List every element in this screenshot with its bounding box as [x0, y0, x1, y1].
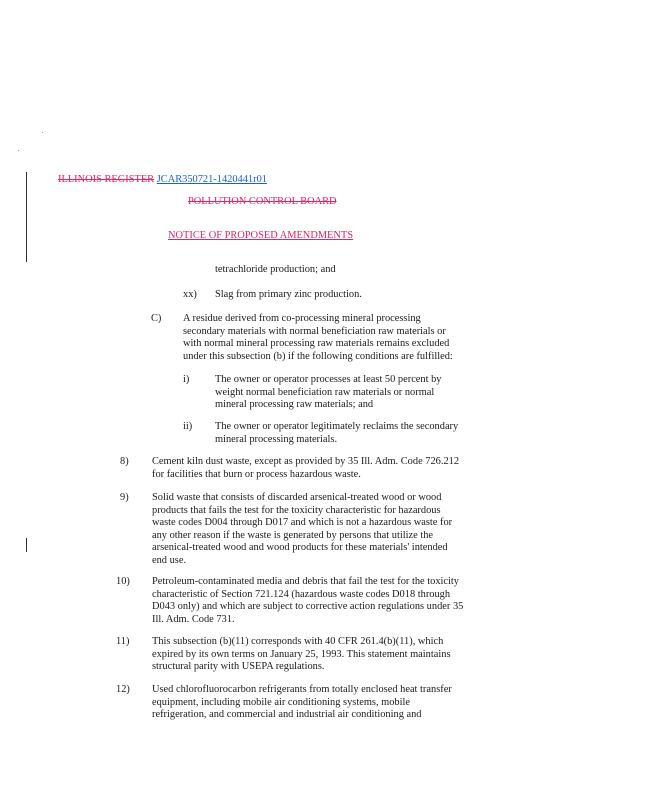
item-text-ii	[215, 421, 458, 446]
text-line: Solid waste that consists of discarded arsenical-treated wood or wood	[152, 492, 442, 503]
board-title: POLLUTION CONTROL BOARD	[188, 196, 337, 207]
item-label-12: 12)	[116, 684, 130, 695]
item-text-i	[215, 374, 441, 412]
item-text-12	[152, 684, 452, 722]
item-label-C: C)	[151, 313, 162, 324]
text-line: refrigeration, and commercial and industrial air conditioning and	[152, 709, 422, 721]
text-line: expired by its own terms on January 25, 1993. This statement maintains	[152, 648, 451, 660]
text-line: Petroleum-contaminated media and debris that fail the test for the toxicity	[152, 576, 460, 587]
text-line: with normal mineral processing raw materials remains excluded	[183, 338, 450, 350]
text-line: products that fails the test for the toxicity characteristic for hazardous	[152, 504, 441, 516]
scan-speck	[42, 132, 43, 133]
text-line: under this subsection (b) if the following conditions are fulfilled:	[183, 350, 453, 362]
text-line: waste codes D004 through D017 and which is not a hazardous waste for	[152, 517, 453, 529]
item-text-10	[152, 576, 463, 626]
item-text-xx: Slag from primary zinc production.	[215, 289, 362, 300]
document-id: JCAR350721-1420441r01	[156, 174, 267, 185]
text-line: mineral processing raw materials; and	[215, 399, 374, 411]
text-line: secondary materials with normal beneficiation raw materials or	[183, 325, 446, 337]
scan-speck	[18, 150, 19, 151]
text-line: any other reason if the waste is generated by persons that utilize the	[152, 529, 434, 541]
text-line: characteristic of Section 721.124 (hazardous waste codes D018 through	[152, 588, 451, 600]
item-text-8	[152, 456, 459, 481]
item-text-11	[152, 636, 451, 674]
item-label-ii: ii)	[183, 421, 193, 432]
text-line: end use.	[152, 554, 187, 566]
text-line: mineral processing materials.	[215, 433, 338, 445]
item-label-xx: xx)	[183, 289, 197, 300]
notice-title: NOTICE OF PROPOSED AMENDMENTS	[168, 230, 354, 241]
item-label-10: 10)	[116, 576, 130, 587]
text-line: The owner or operator legitimately reclaims the secondary	[215, 421, 459, 432]
item-text-C	[183, 313, 453, 363]
text-line: arsenical-treated wood and wood products for these materials' intended	[152, 542, 448, 554]
item-label-9: 9)	[120, 492, 129, 503]
text-line: A residue derived from co-processing mineral processing	[183, 313, 421, 324]
text-line: Cement kiln dust waste, except as provided by 35 Ill. Adm. Code 726.212	[152, 456, 460, 467]
change-bar	[26, 172, 27, 262]
text-line: for facilities that burn or process hazardous waste.	[152, 468, 361, 480]
text-line: structural parity with USEPA regulations.	[152, 661, 325, 673]
text-line: D043 only) and which are subject to corrective action regulations under 35	[152, 601, 464, 613]
item-label-11: 11)	[116, 636, 130, 647]
text-line: The owner or operator processes at least 50 percent by	[215, 374, 442, 385]
text-line: weight normal beneficiation raw materials or normal	[215, 386, 435, 398]
register-title: ILLINOIS REGISTER	[58, 174, 155, 185]
text-line: Ill. Adm. Code 731.	[152, 613, 235, 625]
item-text-9	[152, 492, 452, 568]
text-line: This subsection (b)(11) corresponds with 40 CFR 261.4(b)(11), which	[152, 636, 444, 647]
register-header	[58, 174, 267, 187]
change-bar	[26, 538, 27, 552]
continuation-line: tetrachloride production; and	[215, 264, 336, 275]
text-line: equipment, including mobile air conditioning systems, mobile	[152, 696, 411, 708]
item-label-8: 8)	[120, 456, 129, 467]
item-label-i: i)	[183, 374, 190, 385]
text-line: Used chlorofluorocarbon refrigerants from totally enclosed heat transfer	[152, 684, 452, 695]
